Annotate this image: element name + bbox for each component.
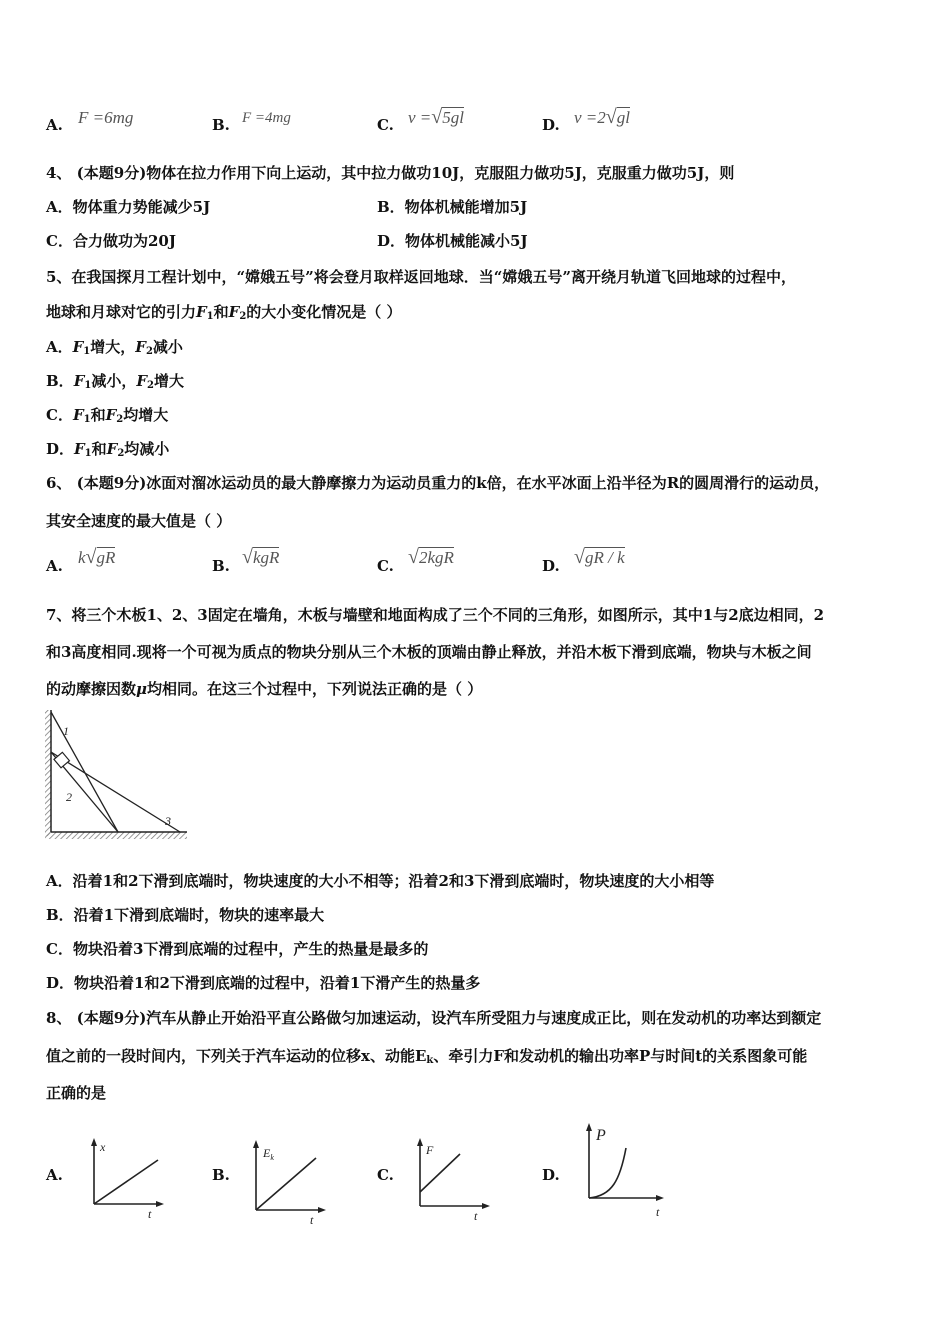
q3-option-a-label: A. <box>46 116 63 134</box>
q8-graph-d <box>582 1120 666 1220</box>
q4-option-a: A．物体重力势能减少5J <box>46 198 211 216</box>
x-label: t <box>656 1205 660 1219</box>
q6-option-d-label: D. <box>542 557 560 575</box>
q5-option-a: A．$F_1$增大，$F_2$减小 <box>46 338 183 357</box>
q5-option-d: D．$F_1$和$F_2$均减小 <box>46 440 170 459</box>
q8-graph-b <box>250 1138 330 1224</box>
y-label: x <box>100 1140 106 1154</box>
board-1 <box>51 712 118 832</box>
q4-stem: 4、 (本题9分)物体在拉力作用下向上运动，其中拉力做功10J，克服阻力做功5J，克服重力做功5J，则 <box>46 164 735 182</box>
x-label: t <box>310 1213 314 1224</box>
x-axis-arrow <box>656 1195 664 1201</box>
q7-option-a: A．沿着1和2下滑到底端时，物块速度的大小不相等；沿着2和3下滑到底端时，物块速度的大小相等 <box>46 872 715 890</box>
q7-option-b: B．沿着1下滑到底端时，物块的速率最大 <box>46 906 325 924</box>
x-axis-arrow <box>156 1201 164 1207</box>
q5-stem-line2: 地球和月球对它的引力$F_1$和$F_2$的大小变化情况是（ ） <box>46 303 402 322</box>
x-label: t <box>474 1209 478 1222</box>
y-axis-arrow <box>417 1138 423 1146</box>
q7-option-d: D．物块沿着1和2下滑到底端的过程中，沿着1下滑产生的热量多 <box>46 974 481 992</box>
q3-option-b-formula: F =4mg <box>242 110 291 126</box>
q5-stem-line1: 5、在我国探月工程计划中，“嫦娥五号”将会登月取样返回地球．当“嫦娥五号”离开绕月轨道飞回地球的过程中， <box>46 268 796 286</box>
q8-option-c-label: C. <box>377 1166 394 1184</box>
ground-hatch <box>45 832 187 839</box>
q7-option-c: C．物块沿着3下滑到底端的过程中，产生的热量是最多的 <box>46 940 429 958</box>
y-label: $E_k$ <box>263 1146 274 1162</box>
q3-option-d-label: D. <box>542 116 560 134</box>
q8-option-a-label: A. <box>46 1166 63 1184</box>
q8-graph-c <box>414 1136 494 1222</box>
q6-option-c-label: C. <box>377 557 394 575</box>
q6-option-a-formula: k√gR <box>78 546 116 568</box>
curve-line <box>94 1160 158 1204</box>
q3-option-b-label: B. <box>212 116 230 134</box>
board-3-label: 3 <box>165 814 171 828</box>
x-axis-arrow <box>482 1203 490 1209</box>
q6-stem-line1: 6、 (本题9分)冰面对溜冰运动员的最大静摩擦力为运动员重力的k倍，在水平冰面上沿半径为R的圆周滑行的运动员， <box>46 474 830 492</box>
y-axis-arrow <box>253 1140 259 1148</box>
y-label: P <box>596 1127 606 1144</box>
q3-option-c-label: C. <box>377 116 394 134</box>
q7-stem-line3: 的动摩擦因数μ均相同。在这三个过程中，下列说法正确的是（ ） <box>46 680 483 698</box>
x-label: t <box>148 1207 152 1220</box>
curve-line <box>256 1158 316 1210</box>
q8-option-d-label: D. <box>542 1166 560 1184</box>
q8-stem-line3: 正确的是 <box>46 1084 107 1102</box>
q3-option-d-formula: v =2√gl <box>574 106 630 128</box>
q7-stem-line1: 7、将三个木板1、2、3固定在墙角，木板与墙壁和地面构成了三个不同的三角形，如图所示，其中1与2底边相同，2 <box>46 606 825 624</box>
y-label: F <box>426 1143 434 1157</box>
board-1-label: 1 <box>63 724 69 738</box>
q6-option-b-label: B. <box>212 557 230 575</box>
q8-stem-line2: 值之前的一段时间内，下列关于汽车运动的位移x、动能$E_k$、牵引力F和发动机的输出功率P与时间t的关系图象可能 <box>46 1047 808 1066</box>
q6-option-a-label: A. <box>46 557 63 575</box>
board-2-label: 2 <box>66 790 72 804</box>
q6-option-d-formula: √gR / k <box>574 546 625 568</box>
wall-hatch <box>45 710 51 836</box>
y-axis-arrow <box>91 1138 97 1146</box>
q8-option-b-label: B. <box>212 1166 230 1184</box>
q5-option-b: B．$F_1$减小，$F_2$增大 <box>46 372 184 391</box>
q4-option-c: C．合力做功为20J <box>46 232 176 250</box>
q5-option-c: C．$F_1$和$F_2$均增大 <box>46 406 169 425</box>
q6-option-c-formula: √2kgR <box>408 546 454 568</box>
x-axis-arrow <box>318 1207 326 1213</box>
q7-incline-figure <box>44 708 190 842</box>
q6-stem-line2: 其安全速度的最大值是（ ） <box>46 512 232 530</box>
q4-option-b: B．物体机械能增加5J <box>377 198 528 216</box>
y-axis-arrow <box>586 1123 592 1131</box>
q6-option-b-formula: √kgR <box>242 546 280 568</box>
curve-line <box>420 1154 460 1192</box>
q3-option-a-formula: F =6mg <box>78 108 134 127</box>
q8-graph-a <box>88 1136 168 1220</box>
q8-stem-line1: 8、 (本题9分)汽车从静止开始沿平直公路做匀加速运动，设汽车所受阻力与速度成正比，则在发动机的功率达到额定 <box>46 1009 822 1027</box>
curve-line <box>589 1148 626 1198</box>
q3-option-c-formula: v =√5gl <box>408 106 464 128</box>
q7-stem-line2: 和3高度相同.现将一个可视为质点的物块分别从三个木板的顶端由静止释放，并沿木板下滑到底端，物块与木板之间 <box>46 643 812 661</box>
q4-option-d: D．物体机械能减小5J <box>377 232 528 250</box>
